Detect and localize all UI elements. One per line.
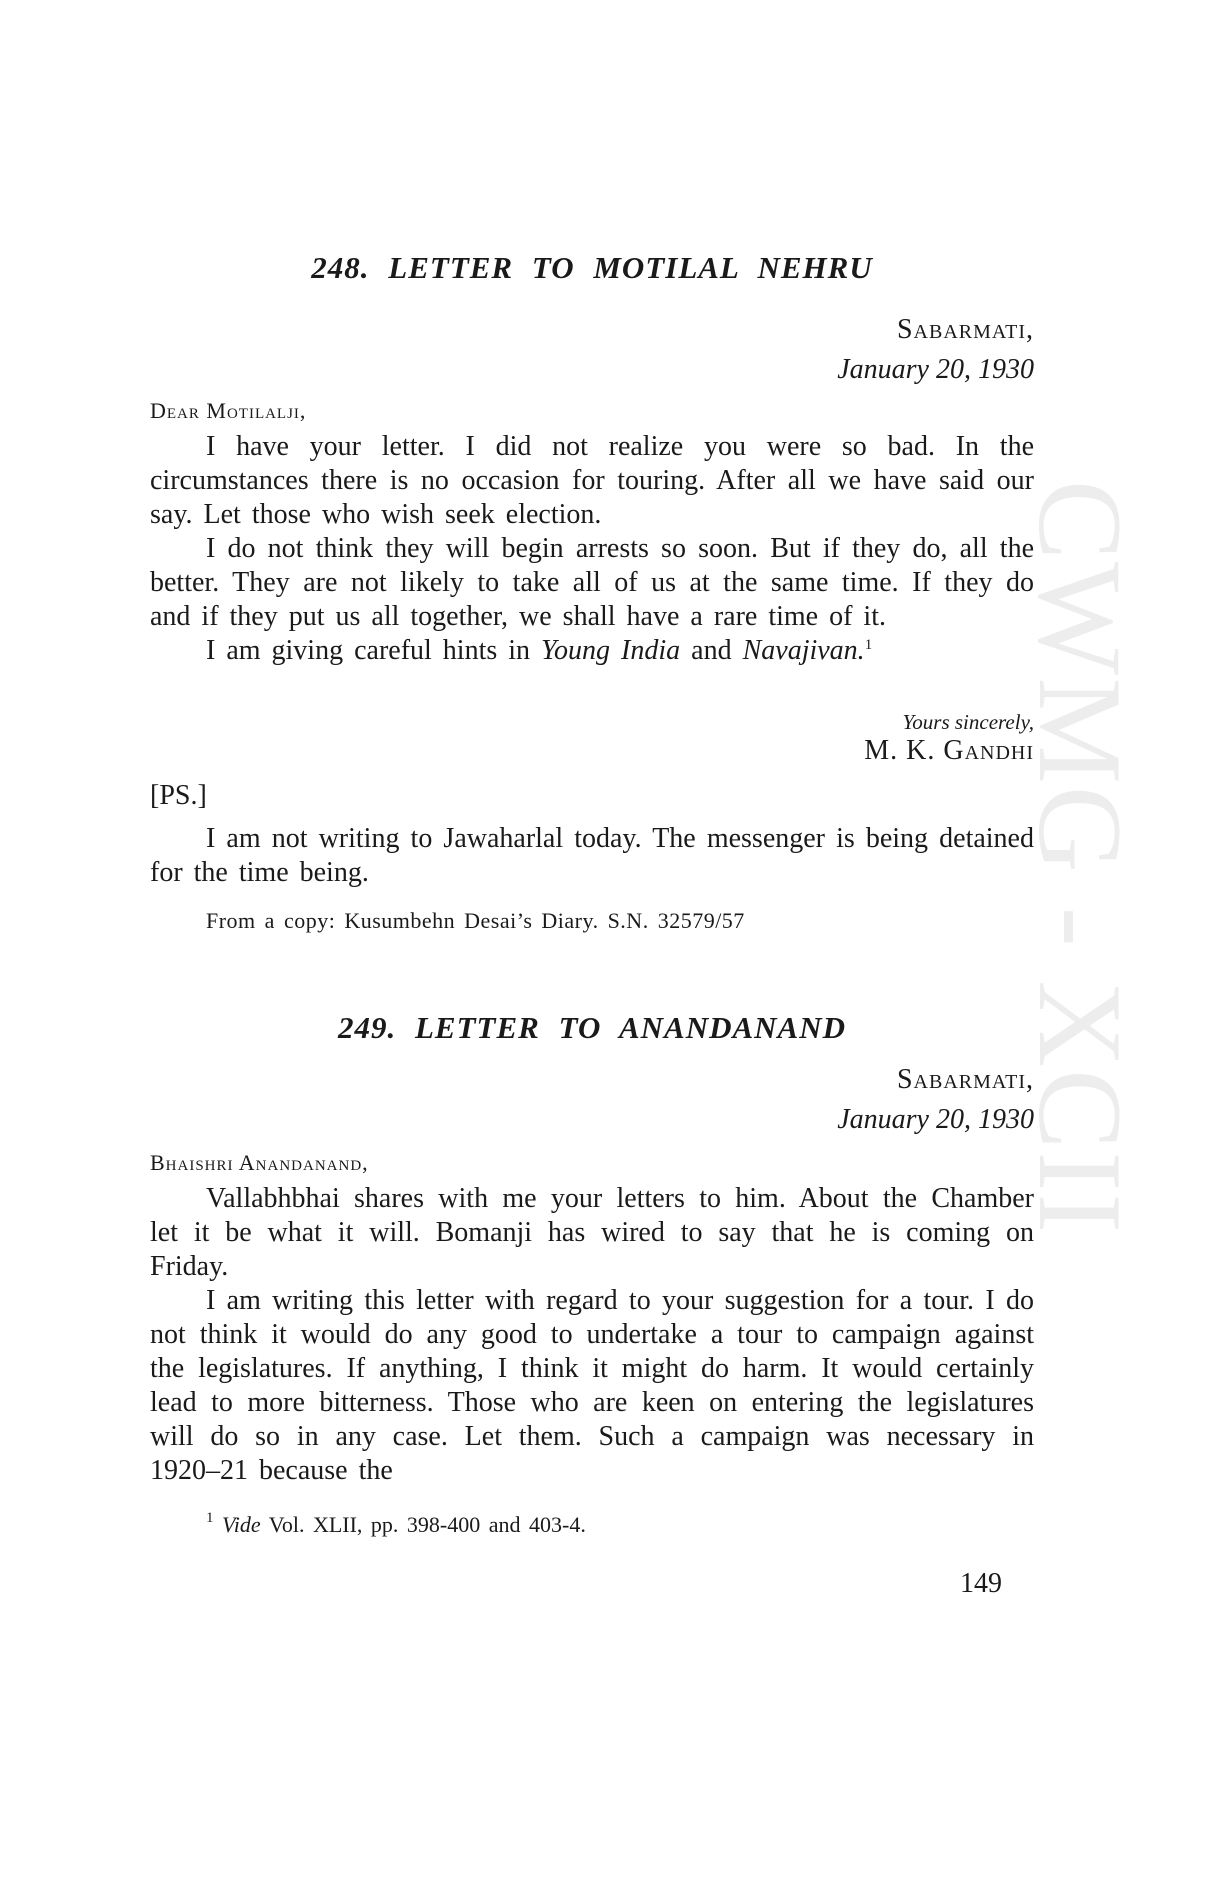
italic-title: Navajivan. <box>742 635 865 666</box>
date: January 20, 1930 <box>837 354 1034 385</box>
footnote-mark: 1 <box>206 1510 214 1526</box>
letter-248-place-date <box>150 310 1034 390</box>
place: Sabarmati, <box>896 314 1034 345</box>
watermark-text: CWMG - XCII <box>1014 480 1147 1236</box>
ps-label: [PS.] <box>150 780 207 811</box>
italic-title: Young India <box>541 635 681 666</box>
letter-248-salutation <box>150 398 1034 424</box>
paragraph: I do not think they will begin arrests so soon. But if they do, all the better. They are not likely to take all of us at the same time. If they do and if they put us all together, we shall have a rare time of it. <box>150 533 1034 632</box>
footnote-text: Vol. XLII, pp. 398-400 and 403-4. <box>260 1512 586 1537</box>
letter-248-body <box>150 430 1034 668</box>
closing: Yours sincerely, <box>902 710 1034 734</box>
page-number: 149 <box>960 1568 1002 1599</box>
letter-249 <box>150 1010 1034 1046</box>
footnote-ref: 1 <box>864 637 873 653</box>
place: Sabarmati, <box>896 1064 1034 1095</box>
date: January 20, 1930 <box>837 1104 1034 1135</box>
letter-248-source <box>150 908 1034 934</box>
paragraph: I am writing this letter with regard to your suggestion for a tour. I do not think it would do any good to undertake a tour to campaign against the legislatures. If anything, I think it might do harm. It would certainly lead to more bitterness. Those who are keen on entering the legislatures will do so in any case. Let them. Such a campaign was necessary in 1920–21 because the <box>150 1285 1034 1486</box>
letter-248-signature <box>150 710 1034 767</box>
letter-248-ps-body <box>150 822 1034 890</box>
letter-heading: 249. LETTER TO ANANDANAND <box>338 1010 846 1045</box>
paragraph: Vallabhbhai shares with me your letters to him. About the Chamber let it be what it will. Bomanji has wired to say that he is coming on Friday. <box>150 1183 1034 1282</box>
salutation: Dear Motilalji, <box>150 398 307 423</box>
footnote-vide: Vide <box>222 1512 261 1537</box>
source-note: From a copy: Kusumbehn Desai’s Diary. S.N. 32579/57 <box>206 908 745 933</box>
signature: M. K. Gandhi <box>864 735 1034 766</box>
letter-248-ps <box>150 780 1034 812</box>
paragraph: I have your letter. I did not realize you were so bad. In the circumstances there is no occasion for touring. After all we have said our say. Let those who wish seek election. <box>150 431 1034 530</box>
ps-paragraph: I am not writing to Jawaharlal today. The messenger is being detained for the time being. <box>150 823 1034 888</box>
salutation: Bhaishri Anandanand, <box>150 1150 369 1175</box>
letter-249-place-date <box>150 1060 1034 1140</box>
letter-heading: 248. LETTER TO MOTILAL NEHRU <box>311 250 873 285</box>
letter-249-salutation <box>150 1150 1034 1176</box>
footnote <box>150 1512 1034 1538</box>
letter-248 <box>150 250 1034 286</box>
letter-249-body <box>150 1182 1034 1488</box>
paragraph: I am giving careful hints in Young India and Navajivan.$^1$ <box>206 635 873 666</box>
